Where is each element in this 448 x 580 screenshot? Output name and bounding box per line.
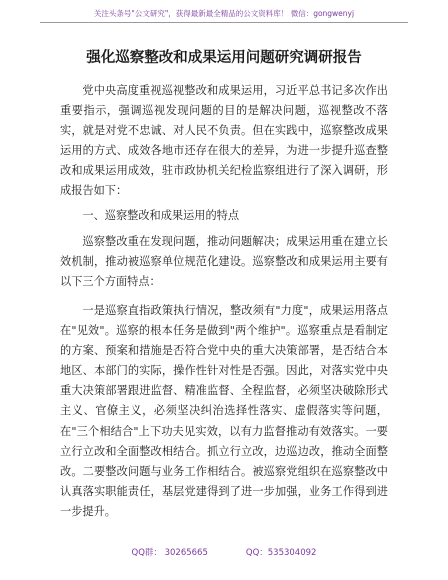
document-body [60, 81, 388, 522]
document-title: 强化巡察整改和成果运用问题研究调研报告 [86, 50, 362, 66]
paragraph-intro: 党中央高度重视巡视整改和成果运用，习近平总书记多次作出重要指示，强调巡视发现问题的目的是解决问题，巡视整改不落实，就是对党不忠诚、对人民不负责。但在实践中，巡察整改成果运用的方式、成效各地市还存在很大的差异，为进一步提升巡查整改和成果运用成效，驻市政协机关纪检监察组进行了深入调研，形成报告如下： [60, 84, 388, 198]
header-divider [40, 22, 408, 23]
header-promo-text: 关注头条号"公文研究"，获得最新最全精品的公文资料库！ 微信：gongwenyj [93, 9, 355, 18]
footer-contact [0, 546, 448, 558]
paragraph-point-one: 一是巡察直指政策执行情况，整改须有"力度"，成果运用落点在"见效"。巡察的根本任务是做到"两个维护"。巡察重点是看制定的方案、预案和措施是否符合党中央的重大决策部署，是否结合本地区、本部门的实际，操作性针对性是否强。因此，对落实党中央重大决策部署跟进监督、精准监督、全程监督，必须坚决破除形式主义、官僚主义，必须坚决纠治选择性落实、虚假落实等问题，在"三个相结合"上下功夫见实效，以有力监督推动有效落实。一要立行立改和全面整改相结合。抓立行立改，边巡边改，推动全面整改。二要整改问题与业务工作相结合。被巡察党组织在巡察整改中认真落实职能责任，基层党建得到了进一步加强，业务工作得到进一步提升。 [60, 303, 388, 518]
section-heading: 一、巡察整改和成果运用的特点 [82, 208, 240, 222]
footer-qq-number: QQ：535304092 [245, 548, 317, 558]
paragraph-overview: 巡察整改重在发现问题，推动问题解决；成果运用重在建立长效机制，推动被巡察单位规范化建设。巡察整改和成果运用主要有以下三个方面特点： [60, 234, 388, 288]
footer-qq-group: QQ群： 30265665 [131, 548, 208, 558]
